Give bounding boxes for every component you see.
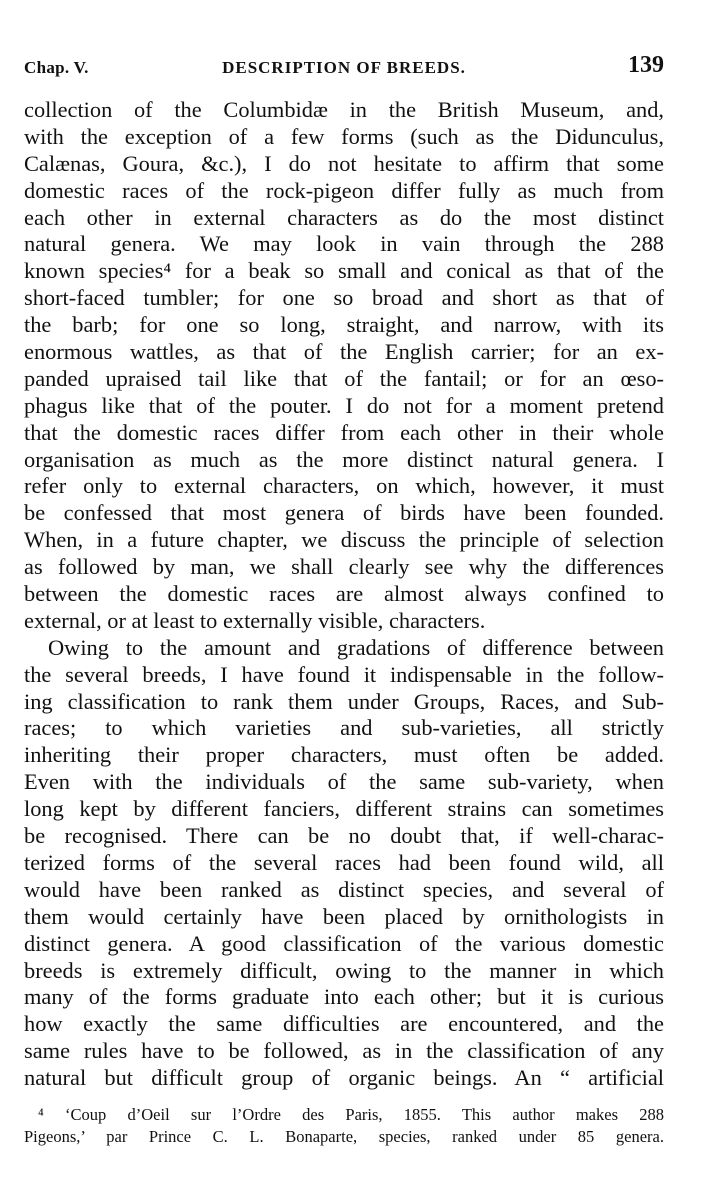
text-line: would have been ranked as distinct species, and several of (24, 876, 664, 902)
text-line: be recognised. There can be no doubt that, if well-charac- (24, 823, 664, 849)
text-line: external, or at least to externally visible, characters. (24, 607, 486, 633)
text-line: domestic races of the rock-pigeon differ fully as much from (24, 177, 664, 203)
page-number: 139 (628, 52, 664, 78)
text-line: be confessed that most genera of birds have been founded. (24, 500, 664, 526)
text-line: each other in external characters as do the most distinct (24, 204, 664, 230)
text-line: races; to which varieties and sub-varieties, all strictly (24, 715, 664, 741)
text-line: breeds is extremely difficult, owing to the manner in which (24, 957, 664, 983)
text-line: panded upraised tail like that of the fantail; or for an œso- (24, 365, 664, 391)
text-line: long kept by different fanciers, different strains can sometimes (24, 796, 664, 822)
footnote (24, 1104, 664, 1148)
text-line: phagus like that of the pouter. I do not for a moment pretend (24, 392, 664, 418)
footnote-line: Pigeons,’ par Prince C. L. Bonaparte, species, ranked under 85 genera. (24, 1127, 664, 1146)
text-line: with the exception of a few forms (such as the Didunculus, (24, 123, 664, 149)
running-head (24, 52, 664, 82)
text-line: ing classification to rank them under Groups, Races, and Sub- (24, 688, 664, 714)
text-line: known species⁴ for a beak so small and conical as that of the (24, 258, 664, 284)
text-line: the several breeds, I have found it indispensable in the follow- (24, 661, 664, 687)
text-line: many of the forms graduate into each other; but it is curious (24, 984, 664, 1010)
text-line: refer only to external characters, on which, however, it must (24, 473, 664, 499)
text-line: Owing to the amount and gradations of difference between (48, 634, 664, 660)
text-line: between the domestic races are almost always confined to (24, 581, 664, 607)
text-line: Even with the individuals of the same sub-variety, when (24, 769, 664, 795)
text-line: enormous wattles, as that of the English carrier; for an ex- (24, 339, 664, 365)
text-line: that the domestic races differ from each other in their whole (24, 419, 664, 445)
footnote-line: ⁴ ‘Coup d’Oeil sur l’Ordre des Paris, 1855. This author makes 288 (38, 1105, 664, 1124)
text-line: short-faced tumbler; for one so broad and short as that of (24, 285, 664, 311)
body-text (24, 97, 664, 1092)
text-line: natural but difficult group of organic beings. An “ artificial (24, 1065, 664, 1091)
text-line: the barb; for one so long, straight, and narrow, with its (24, 312, 664, 338)
text-line: them would certainly have been placed by ornithologists in (24, 903, 664, 929)
text-line: collection of the Columbidæ in the British Museum, and, (24, 97, 664, 122)
text-line: same rules have to be followed, as in the classification of any (24, 1038, 664, 1064)
text-line: how exactly the same difficulties are encountered, and the (24, 1011, 664, 1037)
text-line: distinct genera. A good classification of the various domestic (24, 930, 664, 956)
text-line: inheriting their proper characters, must often be added. (24, 742, 664, 768)
text-line: as followed by man, we shall clearly see why the differences (24, 554, 664, 580)
text-line: terized forms of the several races had been found wild, all (24, 849, 664, 875)
text-line: Calænas, Goura, &c.), I do not hesitate to affirm that some (24, 150, 664, 176)
page-title: DESCRIPTION OF BREEDS. (222, 58, 466, 77)
text-line: organisation as much as the more distinct natural genera. I (24, 446, 664, 472)
text-line: natural genera. We may look in vain through the 288 (24, 231, 664, 257)
text-line: When, in a future chapter, we discuss the principle of selection (24, 527, 664, 553)
chapter-label: Chap. V. (24, 58, 89, 77)
